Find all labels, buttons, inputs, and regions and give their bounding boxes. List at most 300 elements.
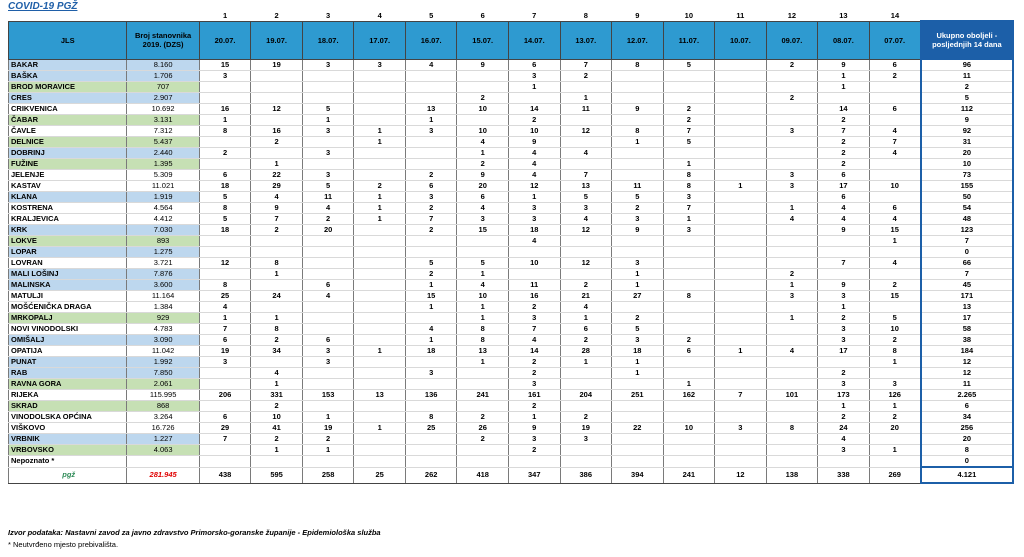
daily-cases-cell: 9 xyxy=(508,137,560,148)
population-cell: 11.164 xyxy=(127,291,199,302)
daily-cases-cell: 3 xyxy=(354,59,406,71)
municipality-name: Nepoznato * xyxy=(9,456,127,468)
population-cell: 3.721 xyxy=(127,258,199,269)
column-number: 6 xyxy=(480,10,485,20)
population-cell: 5.437 xyxy=(127,137,199,148)
population-cell: 1.227 xyxy=(127,434,199,445)
table-row xyxy=(9,236,1014,247)
column-number: 11 xyxy=(736,10,745,20)
municipality-name: VINODOLSKA OPĆINA xyxy=(9,412,127,423)
table-row xyxy=(9,225,1014,236)
daily-cases-cell: 12 xyxy=(560,126,612,137)
daily-cases-cell: 17 xyxy=(818,346,870,357)
daily-cases-cell xyxy=(354,258,406,269)
daily-cases-cell: 1 xyxy=(560,357,612,368)
daily-cases-cell: 2 xyxy=(560,412,612,423)
daily-cases-cell: 2 xyxy=(612,313,664,324)
daily-cases-cell: 16 xyxy=(199,104,251,115)
daily-cases-cell xyxy=(560,236,612,247)
daily-cases-cell xyxy=(354,313,406,324)
municipality-name: ČAVLE xyxy=(9,126,127,137)
daily-cases-cell xyxy=(302,456,354,468)
daily-cases-cell: 5 xyxy=(869,313,921,324)
daily-cases-cell: 2 xyxy=(612,203,664,214)
daily-cases-cell xyxy=(354,104,406,115)
daily-cases-cell xyxy=(199,456,251,468)
daily-cases-cell xyxy=(199,159,251,170)
daily-cases-cell: 8 xyxy=(663,170,715,181)
total-cases-cell: 7 xyxy=(921,236,1013,247)
daily-cases-cell: 6 xyxy=(302,335,354,346)
table-row xyxy=(9,192,1014,203)
header-row xyxy=(9,21,1014,59)
daily-cases-cell: 4 xyxy=(869,126,921,137)
daily-cases-cell: 21 xyxy=(560,291,612,302)
daily-cases-cell xyxy=(715,313,767,324)
daily-cases-cell: 1 xyxy=(251,159,303,170)
daily-cases-cell: 5 xyxy=(199,214,251,225)
daily-cases-cell: 3 xyxy=(818,445,870,456)
daily-cases-cell xyxy=(766,445,818,456)
daily-cases-cell xyxy=(251,357,303,368)
daily-cases-cell xyxy=(818,93,870,104)
population-cell: 3.600 xyxy=(127,280,199,291)
daily-cases-cell xyxy=(663,445,715,456)
daily-cases-cell xyxy=(766,258,818,269)
daily-cases-cell: 2 xyxy=(405,269,457,280)
daily-cases-cell: 2 xyxy=(302,434,354,445)
table-row xyxy=(9,456,1014,468)
daily-cases-cell xyxy=(663,302,715,313)
daily-cases-cell xyxy=(715,335,767,346)
daily-cases-cell: 7 xyxy=(818,258,870,269)
population-cell: 1.395 xyxy=(127,159,199,170)
population-cell: 2.907 xyxy=(127,93,199,104)
daily-cases-cell xyxy=(869,368,921,379)
daily-cases-cell: 1 xyxy=(612,137,664,148)
population-cell: 1.275 xyxy=(127,247,199,258)
daily-cases-cell xyxy=(251,115,303,126)
sum-daily-cell: 269 xyxy=(869,467,921,483)
daily-cases-cell: 4 xyxy=(869,214,921,225)
daily-cases-cell xyxy=(251,236,303,247)
daily-cases-cell xyxy=(405,379,457,390)
daily-cases-cell: 11 xyxy=(508,280,560,291)
municipality-name: NOVI VINODOLSKI xyxy=(9,324,127,335)
municipality-name: MOŠĆENIČKA DRAGA xyxy=(9,302,127,313)
column-number: 12 xyxy=(787,10,797,20)
daily-cases-cell: 1 xyxy=(869,401,921,412)
total-cases-cell: 34 xyxy=(921,412,1013,423)
daily-cases-cell: 3 xyxy=(766,181,818,192)
daily-cases-cell: 1 xyxy=(457,357,509,368)
daily-cases-cell xyxy=(457,236,509,247)
population-cell: 1.384 xyxy=(127,302,199,313)
daily-cases-cell xyxy=(612,170,664,181)
header-date: 12.07. xyxy=(612,21,664,59)
column-number: 13 xyxy=(839,10,848,20)
daily-cases-cell: 1 xyxy=(869,236,921,247)
daily-cases-cell: 3 xyxy=(508,203,560,214)
daily-cases-cell: 1 xyxy=(869,445,921,456)
header-population: Broj stanovnika 2019. (DZS) xyxy=(127,21,199,59)
daily-cases-cell: 4 xyxy=(302,291,354,302)
population-cell: 1.706 xyxy=(127,71,199,82)
daily-cases-cell: 11 xyxy=(560,104,612,115)
table-row xyxy=(9,445,1014,456)
daily-cases-cell xyxy=(457,379,509,390)
daily-cases-cell: 1 xyxy=(508,82,560,93)
daily-cases-cell xyxy=(560,82,612,93)
daily-cases-cell: 331 xyxy=(251,390,303,401)
daily-cases-cell xyxy=(457,71,509,82)
daily-cases-cell: 20 xyxy=(457,181,509,192)
daily-cases-cell: 4 xyxy=(869,148,921,159)
header-total: Ukupno oboljeli - posljednjih 14 dana xyxy=(921,21,1013,59)
daily-cases-cell xyxy=(663,148,715,159)
daily-cases-cell: 3 xyxy=(766,170,818,181)
table-row xyxy=(9,137,1014,148)
table-row xyxy=(9,59,1014,71)
header-date: 13.07. xyxy=(560,21,612,59)
daily-cases-cell xyxy=(715,258,767,269)
daily-cases-cell: 12 xyxy=(251,104,303,115)
daily-cases-cell: 22 xyxy=(612,423,664,434)
table-row xyxy=(9,324,1014,335)
daily-cases-cell: 41 xyxy=(251,423,303,434)
total-cases-cell: 11 xyxy=(921,71,1013,82)
daily-cases-cell xyxy=(818,456,870,468)
daily-cases-cell: 16 xyxy=(508,291,560,302)
daily-cases-cell: 1 xyxy=(508,192,560,203)
daily-cases-cell xyxy=(405,236,457,247)
daily-cases-cell xyxy=(302,236,354,247)
daily-cases-cell: 2 xyxy=(508,115,560,126)
daily-cases-cell xyxy=(663,93,715,104)
daily-cases-cell xyxy=(869,93,921,104)
table-row xyxy=(9,390,1014,401)
total-cases-cell: 112 xyxy=(921,104,1013,115)
daily-cases-cell xyxy=(612,456,664,468)
sum-daily-cell: 438 xyxy=(199,467,251,483)
daily-cases-cell: 20 xyxy=(302,225,354,236)
daily-cases-cell: 1 xyxy=(715,181,767,192)
municipality-name: RAVNA GORA xyxy=(9,379,127,390)
daily-cases-cell: 1 xyxy=(766,280,818,291)
daily-cases-cell xyxy=(508,269,560,280)
blank-cell xyxy=(921,8,1013,21)
municipality-name: LOPAR xyxy=(9,247,127,258)
sum-daily-cell: 262 xyxy=(405,467,457,483)
total-cases-cell: 13 xyxy=(921,302,1013,313)
daily-cases-cell xyxy=(354,159,406,170)
daily-cases-cell xyxy=(663,368,715,379)
population-cell: 115.995 xyxy=(127,390,199,401)
daily-cases-cell: 4 xyxy=(508,159,560,170)
header-jls: JLS xyxy=(9,21,127,59)
daily-cases-cell xyxy=(508,247,560,258)
daily-cases-cell xyxy=(818,269,870,280)
daily-cases-cell: 12 xyxy=(508,181,560,192)
daily-cases-cell xyxy=(302,302,354,313)
daily-cases-cell: 7 xyxy=(663,203,715,214)
header-date: 18.07. xyxy=(302,21,354,59)
daily-cases-cell xyxy=(457,401,509,412)
daily-cases-cell: 1 xyxy=(818,401,870,412)
daily-cases-cell xyxy=(405,93,457,104)
daily-cases-cell: 2 xyxy=(560,280,612,291)
daily-cases-cell: 2 xyxy=(302,214,354,225)
table-row xyxy=(9,115,1014,126)
daily-cases-cell xyxy=(766,104,818,115)
daily-cases-cell: 3 xyxy=(302,148,354,159)
daily-cases-cell xyxy=(663,236,715,247)
daily-cases-cell: 6 xyxy=(869,104,921,115)
sum-row xyxy=(9,467,1014,483)
total-cases-cell: 123 xyxy=(921,225,1013,236)
daily-cases-cell xyxy=(869,302,921,313)
daily-cases-cell xyxy=(663,434,715,445)
daily-cases-cell: 2 xyxy=(818,148,870,159)
daily-cases-cell xyxy=(715,148,767,159)
daily-cases-cell: 3 xyxy=(302,170,354,181)
daily-cases-cell: 4 xyxy=(766,346,818,357)
daily-cases-cell: 15 xyxy=(869,291,921,302)
population-cell: 4.783 xyxy=(127,324,199,335)
daily-cases-cell xyxy=(199,82,251,93)
daily-cases-cell: 22 xyxy=(251,170,303,181)
daily-cases-cell: 3 xyxy=(405,126,457,137)
daily-cases-cell: 1 xyxy=(457,148,509,159)
table-row xyxy=(9,280,1014,291)
daily-cases-cell: 3 xyxy=(869,379,921,390)
daily-cases-cell: 1 xyxy=(612,368,664,379)
total-cases-cell: 17 xyxy=(921,313,1013,324)
table-row xyxy=(9,269,1014,280)
population-cell: 707 xyxy=(127,82,199,93)
daily-cases-cell: 1 xyxy=(766,203,818,214)
daily-cases-cell: 6 xyxy=(869,203,921,214)
table-row xyxy=(9,434,1014,445)
daily-cases-cell xyxy=(612,434,664,445)
daily-cases-cell: 3 xyxy=(560,434,612,445)
daily-cases-cell: 1 xyxy=(354,214,406,225)
daily-cases-cell: 24 xyxy=(818,423,870,434)
daily-cases-cell xyxy=(251,280,303,291)
daily-cases-cell: 24 xyxy=(251,291,303,302)
daily-cases-cell xyxy=(715,302,767,313)
population-cell: 5.309 xyxy=(127,170,199,181)
sum-daily-cell: 338 xyxy=(818,467,870,483)
daily-cases-cell: 1 xyxy=(354,126,406,137)
daily-cases-cell: 5 xyxy=(302,181,354,192)
table-row xyxy=(9,346,1014,357)
daily-cases-cell: 1 xyxy=(302,412,354,423)
daily-cases-cell: 2 xyxy=(869,71,921,82)
daily-cases-cell: 5 xyxy=(612,192,664,203)
daily-cases-cell xyxy=(766,368,818,379)
daily-cases-cell xyxy=(354,280,406,291)
daily-cases-cell: 2 xyxy=(508,401,560,412)
daily-cases-cell xyxy=(354,82,406,93)
daily-cases-cell: 2 xyxy=(457,93,509,104)
daily-cases-cell: 5 xyxy=(663,59,715,71)
daily-cases-cell: 8 xyxy=(612,126,664,137)
daily-cases-cell: 101 xyxy=(766,390,818,401)
table-row xyxy=(9,82,1014,93)
header-date: 11.07. xyxy=(663,21,715,59)
daily-cases-cell: 6 xyxy=(199,170,251,181)
daily-cases-cell: 10 xyxy=(457,126,509,137)
sum-daily-cell: 386 xyxy=(560,467,612,483)
column-number: 2 xyxy=(274,10,279,20)
total-cases-cell: 96 xyxy=(921,59,1013,71)
daily-cases-cell: 8 xyxy=(457,324,509,335)
daily-cases-cell: 1 xyxy=(612,280,664,291)
daily-cases-cell xyxy=(612,412,664,423)
daily-cases-cell: 2 xyxy=(457,159,509,170)
total-cases-cell: 0 xyxy=(921,456,1013,468)
daily-cases-cell: 2 xyxy=(818,115,870,126)
daily-cases-cell xyxy=(354,269,406,280)
daily-cases-cell: 10 xyxy=(869,324,921,335)
daily-cases-cell: 4 xyxy=(302,203,354,214)
sum-daily-cell: 138 xyxy=(766,467,818,483)
daily-cases-cell xyxy=(715,269,767,280)
daily-cases-cell: 2 xyxy=(560,71,612,82)
daily-cases-cell: 2 xyxy=(405,225,457,236)
daily-cases-cell: 13 xyxy=(354,390,406,401)
municipality-name: CRIKVENICA xyxy=(9,104,127,115)
population-cell: 3.090 xyxy=(127,335,199,346)
header-date: 07.07. xyxy=(869,21,921,59)
daily-cases-cell: 2 xyxy=(663,104,715,115)
daily-cases-cell xyxy=(663,269,715,280)
table-row xyxy=(9,104,1014,115)
daily-cases-cell: 25 xyxy=(199,291,251,302)
daily-cases-cell: 15 xyxy=(199,59,251,71)
daily-cases-cell xyxy=(612,445,664,456)
municipality-name: VRBNIK xyxy=(9,434,127,445)
footnote: * Neutvrđeno mjesto prebivališta. xyxy=(8,540,119,549)
municipality-name: KOSTRENA xyxy=(9,203,127,214)
daily-cases-cell: 8 xyxy=(199,203,251,214)
daily-cases-cell: 3 xyxy=(612,335,664,346)
total-cases-cell: 184 xyxy=(921,346,1013,357)
daily-cases-cell: 10 xyxy=(508,258,560,269)
daily-cases-cell: 26 xyxy=(457,423,509,434)
daily-cases-cell: 4 xyxy=(457,137,509,148)
daily-cases-cell xyxy=(766,357,818,368)
daily-cases-cell: 25 xyxy=(405,423,457,434)
municipality-name: PUNAT xyxy=(9,357,127,368)
daily-cases-cell xyxy=(457,115,509,126)
daily-cases-cell xyxy=(715,203,767,214)
daily-cases-cell: 12 xyxy=(199,258,251,269)
daily-cases-cell: 10 xyxy=(251,412,303,423)
daily-cases-cell: 2 xyxy=(199,148,251,159)
daily-cases-cell xyxy=(354,236,406,247)
table-row xyxy=(9,258,1014,269)
daily-cases-cell: 3 xyxy=(508,379,560,390)
daily-cases-cell: 1 xyxy=(766,313,818,324)
daily-cases-cell xyxy=(869,434,921,445)
daily-cases-cell: 1 xyxy=(818,302,870,313)
daily-cases-cell: 19 xyxy=(251,59,303,71)
daily-cases-cell xyxy=(766,159,818,170)
daily-cases-cell: 3 xyxy=(405,368,457,379)
daily-cases-cell: 2 xyxy=(251,401,303,412)
daily-cases-cell xyxy=(715,445,767,456)
municipality-name: RAB xyxy=(9,368,127,379)
daily-cases-cell xyxy=(715,291,767,302)
daily-cases-cell: 8 xyxy=(199,280,251,291)
daily-cases-cell: 6 xyxy=(560,324,612,335)
daily-cases-cell: 2 xyxy=(508,302,560,313)
daily-cases-cell: 2 xyxy=(663,115,715,126)
daily-cases-cell xyxy=(612,159,664,170)
daily-cases-cell xyxy=(766,192,818,203)
daily-cases-cell: 7 xyxy=(715,390,767,401)
daily-cases-cell xyxy=(302,71,354,82)
daily-cases-cell: 9 xyxy=(508,423,560,434)
sum-daily-cell: 25 xyxy=(354,467,406,483)
daily-cases-cell xyxy=(715,214,767,225)
daily-cases-cell: 162 xyxy=(663,390,715,401)
daily-cases-cell xyxy=(869,247,921,258)
daily-cases-cell xyxy=(251,302,303,313)
daily-cases-cell xyxy=(405,456,457,468)
daily-cases-cell: 1 xyxy=(663,159,715,170)
daily-cases-cell: 1 xyxy=(302,115,354,126)
daily-cases-cell: 19 xyxy=(302,423,354,434)
daily-cases-cell xyxy=(251,247,303,258)
daily-cases-cell xyxy=(354,247,406,258)
daily-cases-cell: 11 xyxy=(302,192,354,203)
total-cases-cell: 50 xyxy=(921,192,1013,203)
population-cell: 8.160 xyxy=(127,59,199,71)
daily-cases-cell: 5 xyxy=(663,137,715,148)
total-cases-cell: 171 xyxy=(921,291,1013,302)
municipality-name: MATULJI xyxy=(9,291,127,302)
daily-cases-cell xyxy=(663,258,715,269)
daily-cases-cell: 2 xyxy=(405,170,457,181)
daily-cases-cell xyxy=(302,82,354,93)
daily-cases-cell: 14 xyxy=(508,346,560,357)
municipality-name: KRK xyxy=(9,225,127,236)
daily-cases-cell xyxy=(560,368,612,379)
daily-cases-cell: 19 xyxy=(199,346,251,357)
daily-cases-cell xyxy=(715,71,767,82)
column-number: 9 xyxy=(635,10,640,20)
daily-cases-cell: 17 xyxy=(818,181,870,192)
total-cases-cell: 9 xyxy=(921,115,1013,126)
daily-cases-cell xyxy=(715,137,767,148)
daily-cases-cell: 4 xyxy=(405,324,457,335)
daily-cases-cell xyxy=(818,247,870,258)
daily-cases-cell: 13 xyxy=(560,181,612,192)
population-cell: 7.850 xyxy=(127,368,199,379)
daily-cases-cell xyxy=(663,357,715,368)
municipality-name: CRES xyxy=(9,93,127,104)
daily-cases-cell: 8 xyxy=(869,346,921,357)
daily-cases-cell: 1 xyxy=(663,214,715,225)
daily-cases-cell: 12 xyxy=(560,225,612,236)
daily-cases-cell: 29 xyxy=(199,423,251,434)
daily-cases-cell: 1 xyxy=(405,280,457,291)
daily-cases-cell xyxy=(251,148,303,159)
daily-cases-cell: 14 xyxy=(508,104,560,115)
